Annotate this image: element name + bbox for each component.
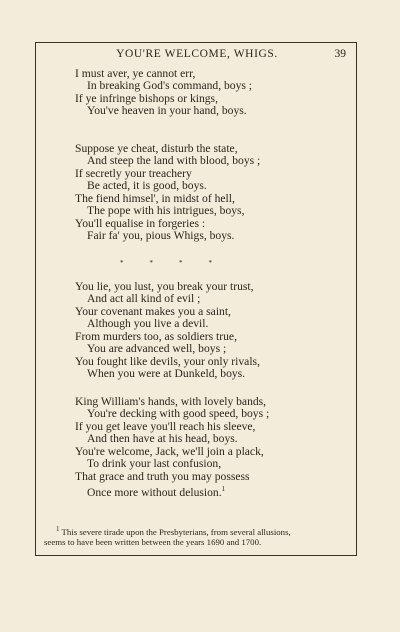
verse-line: You're welcome, Jack, we'll join a plack, [75, 444, 264, 458]
verse-line: And steep the land with blood, boys ; [87, 154, 261, 168]
verse-line: Although you live a devil. [87, 317, 209, 331]
verse-line: If you get leave you'll reach his sleeve, [75, 419, 256, 433]
verse-line: When you were at Dunkeld, boys. [87, 367, 246, 381]
verse-line: If ye infringe bishops or kings, [75, 91, 218, 105]
footnote-line [56, 524, 376, 537]
stanza-1 [75, 68, 360, 118]
page-number: 39 [334, 48, 346, 60]
verse-line: To drink your last confusion, [87, 457, 222, 471]
footnote-reference: 1 [221, 485, 226, 494]
footnote-marker: 1 [56, 525, 60, 533]
verse-line: Suppose ye cheat, disturb the state, [75, 142, 238, 155]
verse-line: You lie, you lust, you break your trust, [75, 280, 254, 293]
footnote [44, 524, 376, 547]
verse-line: You'll equalise in forgeries : [75, 216, 206, 230]
footnote-text-1: This severe tirade upon the Presbyterians, from several allusions, [61, 526, 291, 537]
running-header: YOU'RE WELCOME, WHIGS. [116, 48, 278, 60]
verse-line: You are advanced well, boys ; [87, 342, 227, 356]
verse-line: I must aver, ye cannot err, [75, 67, 196, 80]
verse-line: That grace and truth you may possess [75, 469, 250, 483]
star: * [120, 259, 124, 267]
verse-line: King William's hands, with lovely bands, [75, 395, 267, 408]
star: * [179, 259, 183, 267]
verse-line: From murders too, as soldiers true, [75, 329, 237, 343]
page-frame [35, 42, 357, 556]
verse-line: Be acted, it is good, boys. [87, 179, 207, 193]
verse-line: You're decking with good speed, boys ; [87, 407, 270, 421]
verse-text: Once more without delusion. [87, 486, 222, 500]
verse-line: The fiend himsel', in midst of hell, [75, 191, 235, 205]
star: * [149, 259, 153, 267]
verse-line: You've heaven in your hand, boys. [87, 104, 247, 118]
verse-line: If secretly your treachery [75, 166, 192, 180]
verse-line: You fought like devils, your only rivals, [75, 354, 260, 368]
verse-line [75, 483, 360, 499]
verse-line: And then have at his head, boys. [87, 432, 238, 446]
footnote-rule [37, 521, 357, 522]
verse-line: Fair fa' you, pious Whigs, boys. [87, 229, 235, 243]
verse-line: The pope with his intrigues, boys, [87, 204, 245, 218]
stanza-2 [75, 143, 360, 243]
verse-line: And act all kind of evil ; [87, 292, 201, 306]
section-break-stars [120, 259, 310, 271]
stanza-4 [75, 396, 360, 499]
verse-line: In breaking God's command, boys ; [87, 79, 253, 93]
verse-line: Your covenant makes you a saint, [75, 304, 231, 318]
star: * [208, 259, 212, 267]
stanza-3 [75, 281, 360, 381]
footnote-line: seems to have been written between the years 1690 and 1700. [44, 536, 262, 547]
